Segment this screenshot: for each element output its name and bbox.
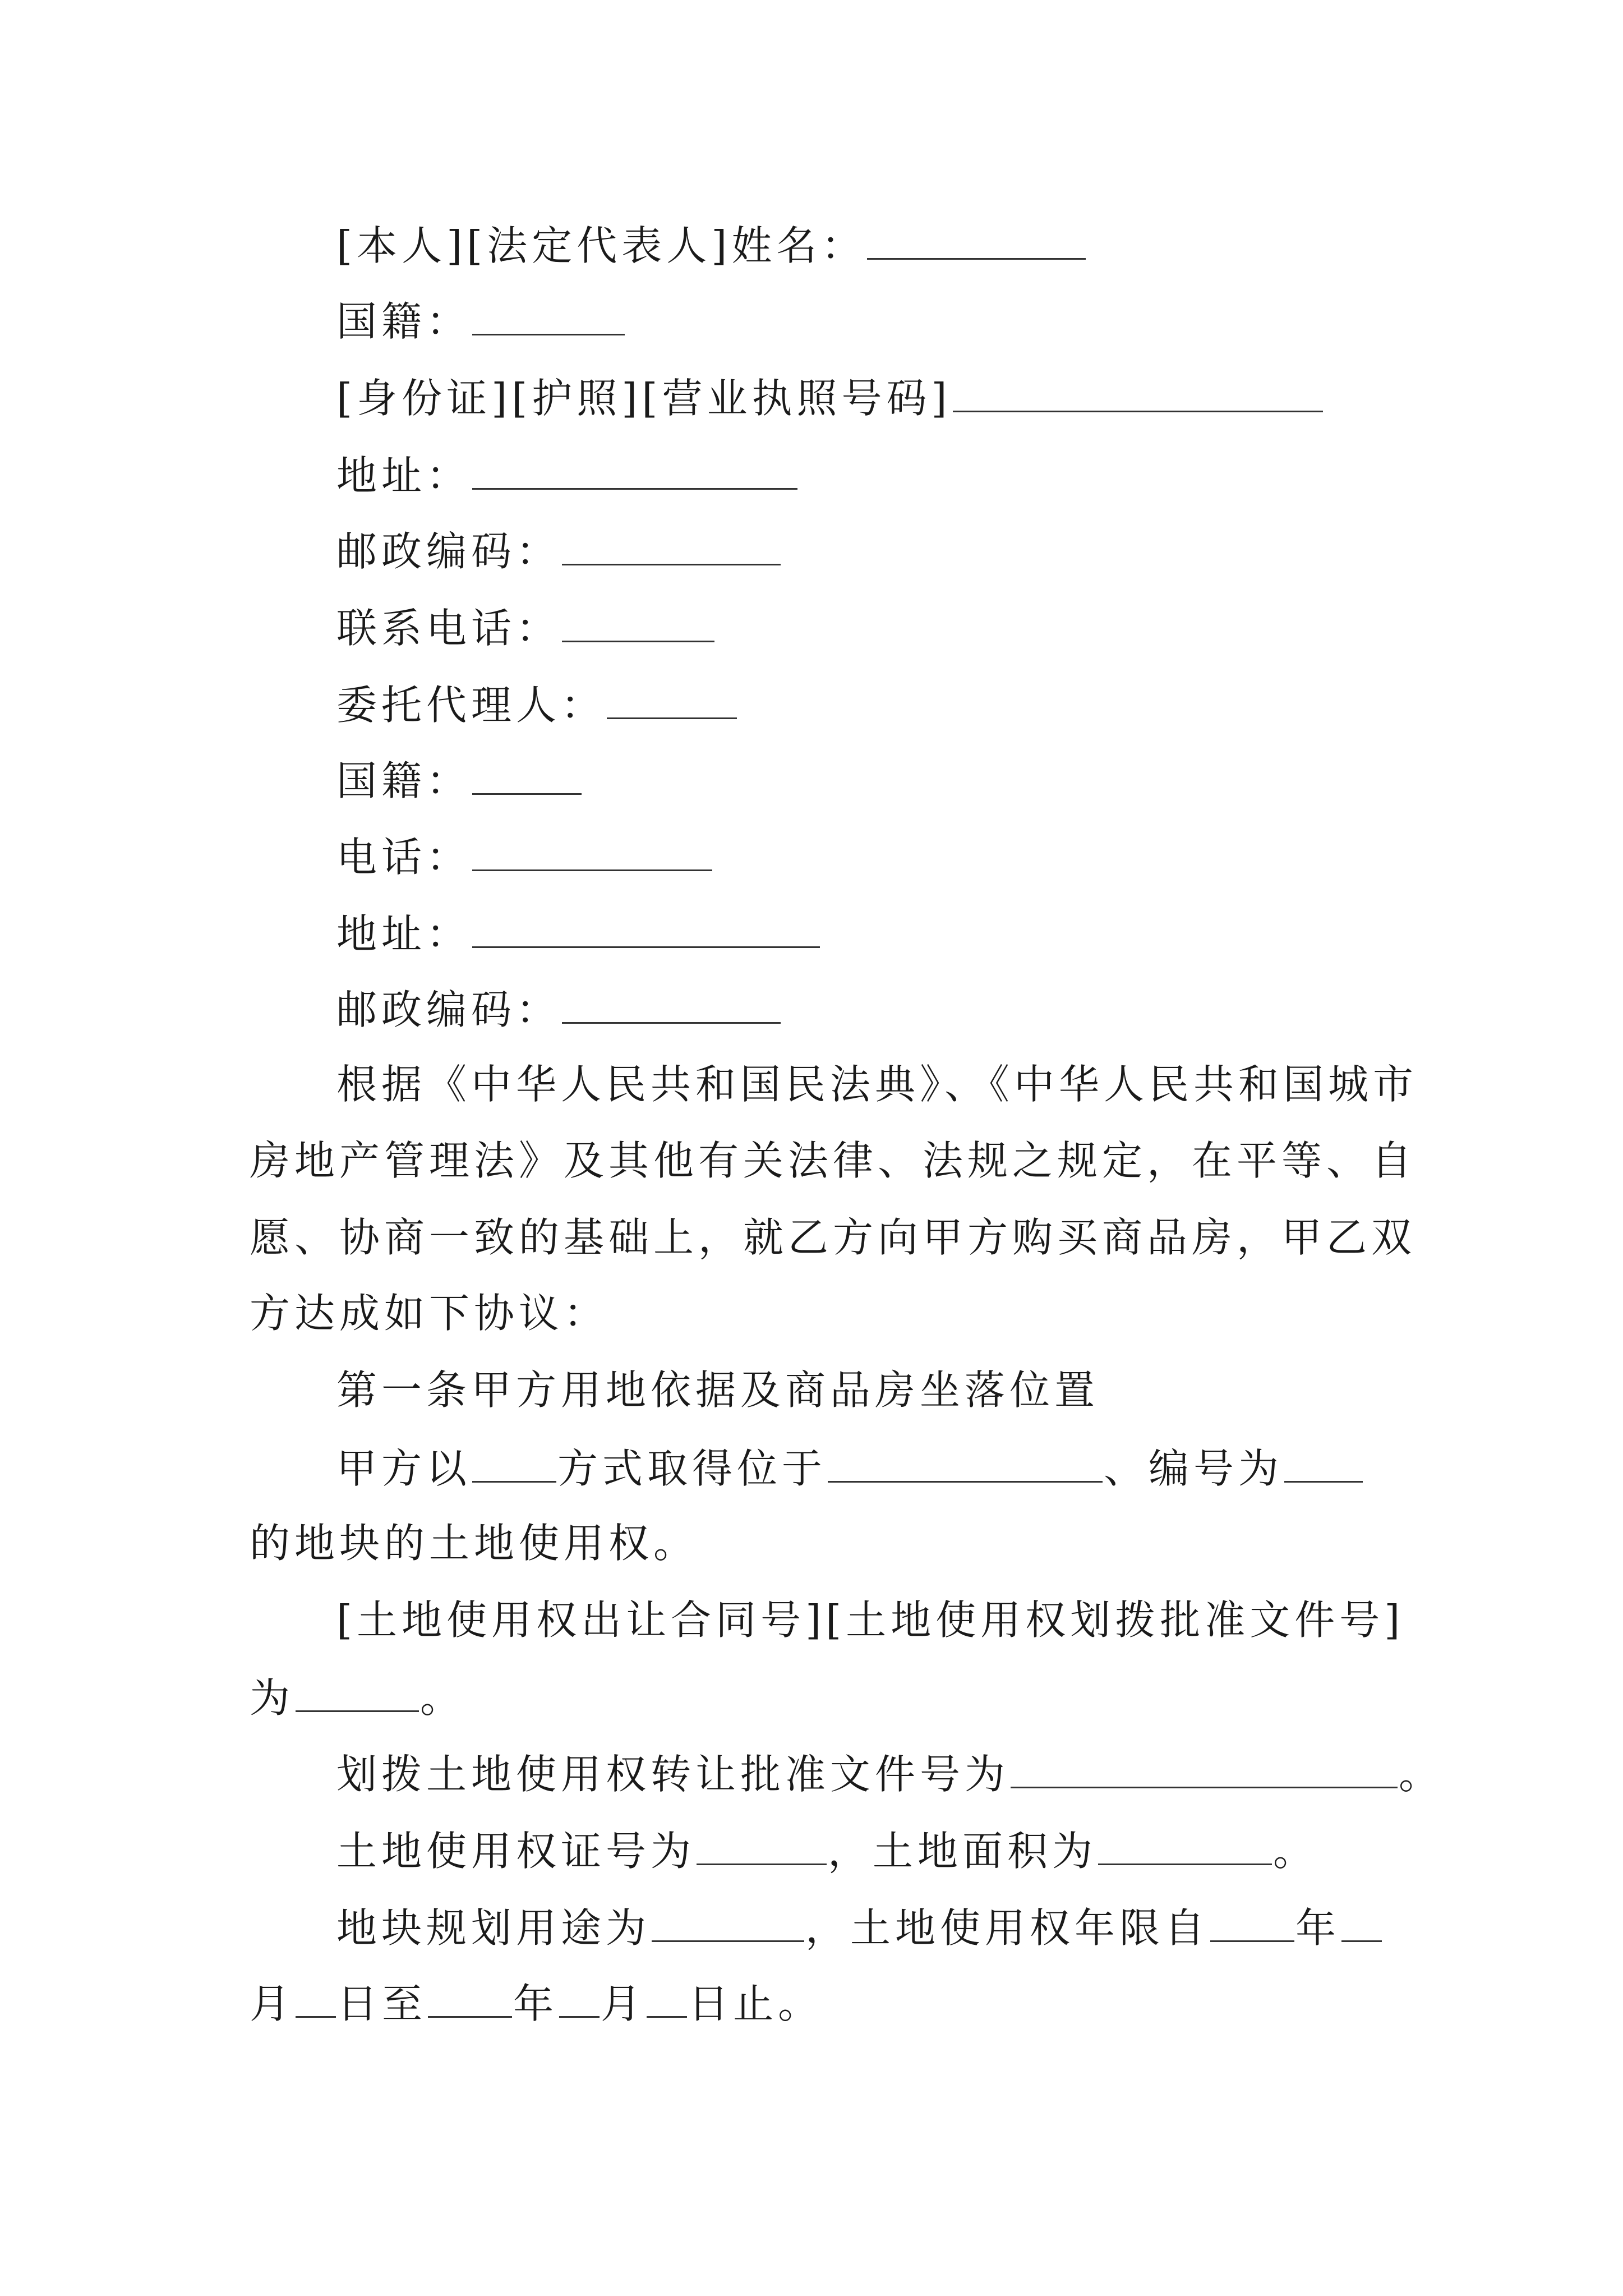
article1-p5-line1 [336,1904,1383,1952]
p6-text-c: 年 [513,1980,559,2027]
article1-p4 [336,1828,1318,1875]
start-month-blank[interactable] [1341,1906,1382,1942]
p6-text-d: 月 [601,1980,646,2027]
end-year-blank[interactable] [428,1981,512,2018]
id-row [336,375,1324,422]
agent-phone-row [336,834,713,881]
p1-text-a: 甲方以 [336,1445,472,1492]
planned-use-blank[interactable] [652,1906,804,1942]
article1-p5-line2 [250,1980,823,2027]
agent-postcode-blank[interactable] [562,987,781,1024]
start-year-blank[interactable] [1210,1906,1294,1942]
land-area-blank[interactable] [1098,1829,1272,1865]
article1-title: 第一条甲方用地依据及商品房坐落位置 [336,1366,1100,1414]
id-label: [身份证][护照][营业执照号码] [336,375,952,422]
p6-text-e: 日止。 [688,1980,823,2027]
p5-text-c: 年 [1295,1904,1341,1952]
postcode-row [336,528,782,575]
article1-p2-line2 [250,1674,465,1722]
p3-text-a: 划拨土地使用权转让批准文件号为 [336,1751,1010,1798]
agent-row [336,682,738,729]
name-blank[interactable] [867,223,1086,260]
agent-blank[interactable] [607,683,737,719]
contract-number-blank[interactable] [296,1676,419,1712]
p5-text-a: 地块规划用途为 [336,1904,651,1952]
p6-text-a: 月 [250,1980,295,2027]
end-day-blank[interactable] [647,1981,687,2018]
agent-postcode-row [336,986,782,1033]
agent-postcode-label: 邮政编码： [336,986,561,1033]
plot-number-blank[interactable] [1284,1446,1363,1483]
preamble-line-3: 愿、协商一致的基础上，就乙方向甲方购买商品房，甲乙双 [250,1214,1417,1261]
article1-p3 [336,1751,1444,1798]
nationality-label: 国籍： [336,298,472,345]
phone-blank[interactable] [562,606,714,642]
p2-text-a: 为 [250,1674,295,1722]
phone-label: 联系电话： [336,605,561,652]
article1-p2-line1: [土地使用权出让合同号][土地使用权划拨批准文件号] [336,1596,1405,1644]
article1-p1-line2: 的地块的土地使用权。 [250,1520,699,1567]
nationality-blank[interactable] [472,299,625,335]
location-blank[interactable] [828,1446,1103,1483]
agent-address-label: 地址： [336,910,472,958]
agent-label: 委托代理人： [336,682,606,729]
p6-text-b: 日至 [337,1980,427,2027]
p4-text-c: 。 [1273,1828,1318,1875]
certificate-number-blank[interactable] [697,1829,827,1865]
postcode-label: 邮政编码： [336,528,561,575]
id-blank[interactable] [953,376,1323,412]
p1-text-c: 、编号为 [1104,1445,1284,1492]
preamble-line-2: 房地产管理法》及其他有关法律、法规之规定，在平等、自 [250,1137,1417,1184]
name-label: [本人][法定代表人]姓名： [336,222,866,269]
preamble-line-4: 方达成如下协议： [250,1290,609,1337]
p4-text-b: ，土地面积为 [828,1828,1098,1875]
agent-nationality-label: 国籍： [336,757,472,804]
agent-nationality-blank[interactable] [472,758,582,795]
agent-address-blank[interactable] [472,912,820,948]
postcode-blank[interactable] [562,529,781,565]
start-day-blank[interactable] [296,1981,336,2018]
p1-text-b: 方式取得位于 [557,1445,827,1492]
p4-text-a: 土地使用权证号为 [336,1828,696,1875]
acquisition-method-blank[interactable] [472,1446,556,1483]
address-label: 地址： [336,452,472,499]
transfer-approval-blank[interactable] [1011,1752,1398,1788]
agent-address-row [336,910,821,958]
agent-nationality-row [336,757,583,804]
end-month-blank[interactable] [559,1981,600,2018]
article1-p1-line1 [336,1445,1364,1492]
p5-text-b: ，土地使用权年限自 [805,1904,1210,1952]
preamble-line-1: 根据《中华人民共和国民法典》、《中华人民共和国城市 [336,1061,1418,1108]
p2-text-b: 。 [420,1674,465,1722]
address-row [336,452,799,499]
nationality-row [336,298,626,345]
address-blank[interactable] [472,453,797,490]
name-row [336,222,1087,269]
phone-row [336,605,716,652]
agent-phone-label: 电话： [336,834,472,881]
p3-text-b: 。 [1399,1751,1444,1798]
agent-phone-blank[interactable] [472,835,712,871]
